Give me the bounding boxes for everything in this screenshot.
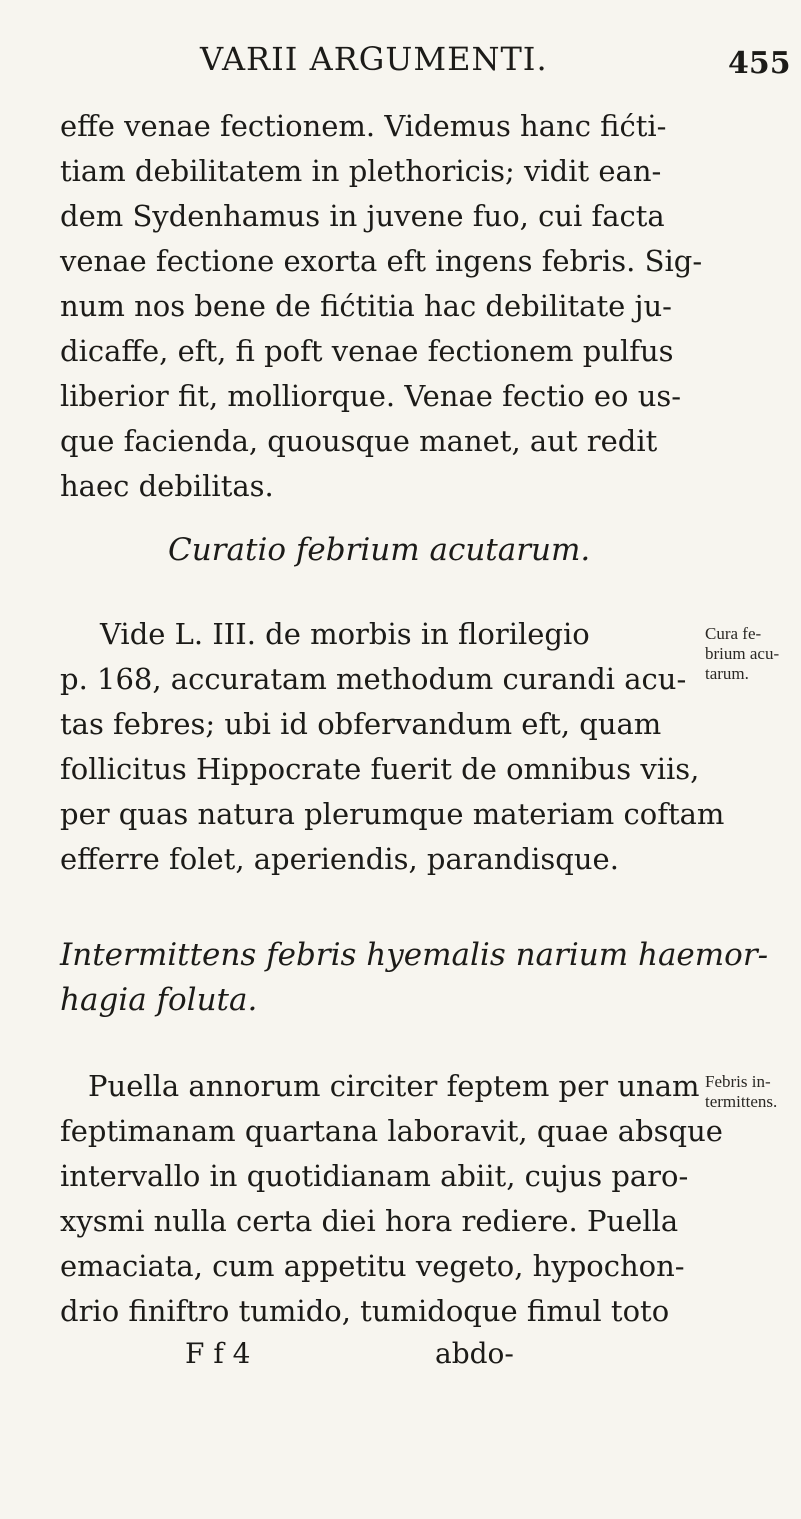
text-line: tas febres; ubi id obfervandum eft, quam: [60, 707, 662, 741]
text-line: p. 168, accuratam methodum curandi acu-: [60, 662, 687, 696]
text-line: drio finiftro tumido, tumidoque fimul toto: [60, 1294, 670, 1328]
section-heading-intermittens: Intermittens febris hyemalis narium haemor-: [60, 937, 769, 973]
text-line: liberior fit, molliorque. Venae fectio eo us-: [60, 379, 682, 413]
section-heading-curatio: Curatio febrium acutarum.: [168, 532, 591, 568]
text-line: num nos bene de fićtitia hac debilitate ju-: [60, 289, 672, 323]
margin-note-line: Febris in-: [705, 1072, 771, 1091]
text-line: efferre folet, aperiendis, parandisque.: [60, 842, 619, 876]
text-line: follicitus Hippocrate fuerit de omnibus viis,: [60, 752, 700, 786]
margin-note-line: termittens.: [705, 1092, 778, 1111]
text-line: Puella annorum circiter feptem per unam: [88, 1069, 700, 1103]
text-line: intervallo in quotidianam abiit, cujus paro-: [60, 1159, 689, 1193]
margin-note-line: brium acu-: [705, 644, 780, 663]
text-line: dicaffe, eft, fi poft venae fectionem pulfus: [60, 334, 674, 368]
margin-note-febris-intermittens: [705, 1072, 777, 1112]
text-line: feptimanam quartana laboravit, quae absque: [60, 1114, 723, 1148]
text-line: que facienda, quousque manet, aut redit: [60, 424, 658, 458]
margin-note-line: tarum.: [705, 664, 749, 683]
text-line: per quas natura plerumque materiam coftam: [60, 797, 725, 831]
catchword: abdo-: [435, 1337, 514, 1370]
margin-note-line: Cura fe-: [705, 624, 762, 643]
margin-note-cura-febrium: [705, 624, 779, 684]
section-heading-intermittens-cont: hagia foluta.: [60, 982, 258, 1018]
text-line: dem Sydenhamus in juvene fuo, cui facta: [60, 199, 665, 233]
page-number: 455: [728, 46, 791, 81]
text-line: haec debilitas.: [60, 469, 274, 503]
text-line: xysmi nulla certa diei hora rediere. Puella: [60, 1204, 679, 1238]
text-line: venae fectione exorta eft ingens febris. Sig-: [60, 244, 703, 278]
text-line: emaciata, cum appetitu vegeto, hypochon-: [60, 1249, 685, 1283]
text-line: Vide L. III. de morbis in florilegio: [100, 617, 590, 651]
text-line: effe venae fectionem. Videmus hanc fićti-: [60, 109, 667, 143]
running-head: VARII ARGUMENTI.: [200, 40, 548, 78]
text-line: tiam debilitatem in plethoricis; vidit ean-: [60, 154, 662, 188]
signature-mark: F f 4: [185, 1337, 251, 1370]
